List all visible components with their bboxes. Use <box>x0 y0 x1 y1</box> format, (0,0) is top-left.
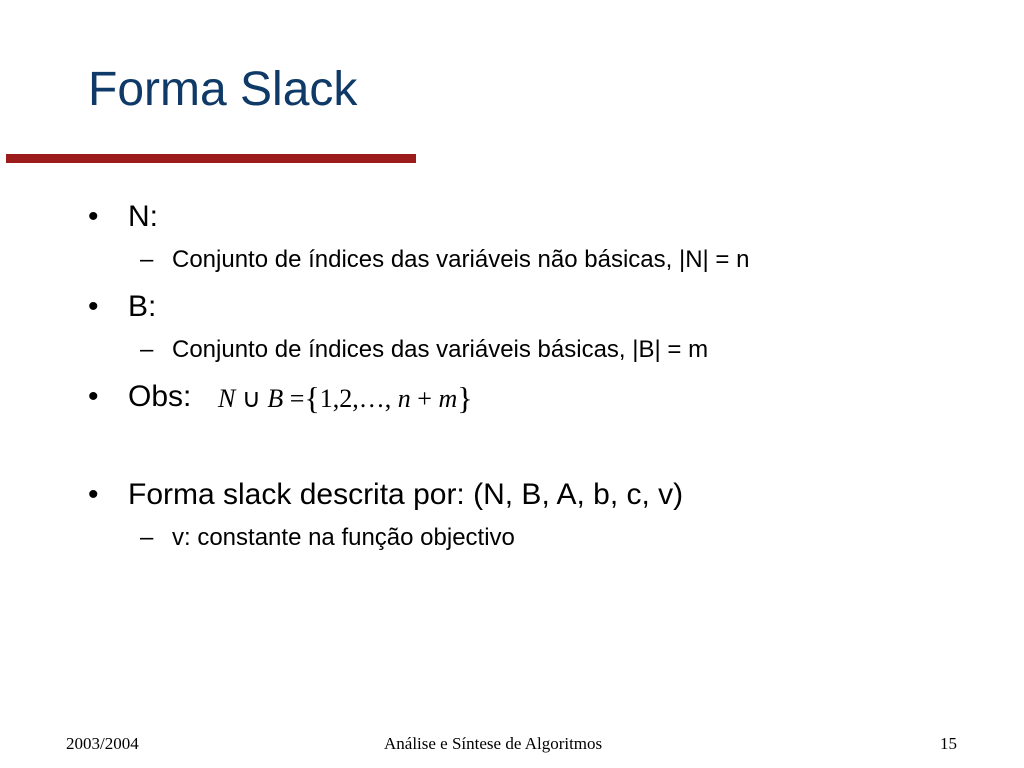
union-formula <box>218 380 473 416</box>
formula-open-brace: { <box>304 380 320 416</box>
sub-bullet-marker: – <box>140 246 154 273</box>
sub-bullet-marker: – <box>140 336 154 363</box>
bullet-marker: • <box>88 200 99 233</box>
bullet-marker: • <box>88 478 99 511</box>
formula-n: n <box>397 384 411 413</box>
formula-close-brace: } <box>457 380 473 416</box>
formula-b-set: B <box>267 384 284 413</box>
title-underline <box>6 154 416 163</box>
bullet-marker: • <box>88 380 99 413</box>
formula-m: m <box>438 384 458 413</box>
bullet-text: B: <box>128 290 157 323</box>
bullet-text: Forma slack descrita por: (N, B, A, b, c, v) <box>128 478 684 511</box>
bullet-text: Obs: <box>128 380 192 413</box>
formula-n-set: N <box>218 384 236 413</box>
sub-bullet-text: Conjunto de índices das variáveis básicas, |B| = m <box>172 336 709 363</box>
formula-plus: + <box>417 384 432 413</box>
sub-bullet-text: Conjunto de índices das variáveis não básicas, |N| = n <box>172 246 750 273</box>
formula-items: 1,2,…, <box>319 384 392 413</box>
footer-course-title: Análise e Síntese de Algoritmos <box>384 734 603 753</box>
footer-year: 2003/2004 <box>66 734 139 753</box>
formula-equals: = <box>289 384 305 413</box>
sub-bullet-text: v: constante na função objectivo <box>172 524 515 551</box>
bullet-text: N: <box>128 200 158 233</box>
footer-page-number: 15 <box>940 734 957 753</box>
bullet-marker: • <box>88 290 99 323</box>
formula-union-symbol: ∪ <box>241 384 261 413</box>
slide-title: Forma Slack <box>88 63 358 116</box>
sub-bullet-marker: – <box>140 524 154 551</box>
